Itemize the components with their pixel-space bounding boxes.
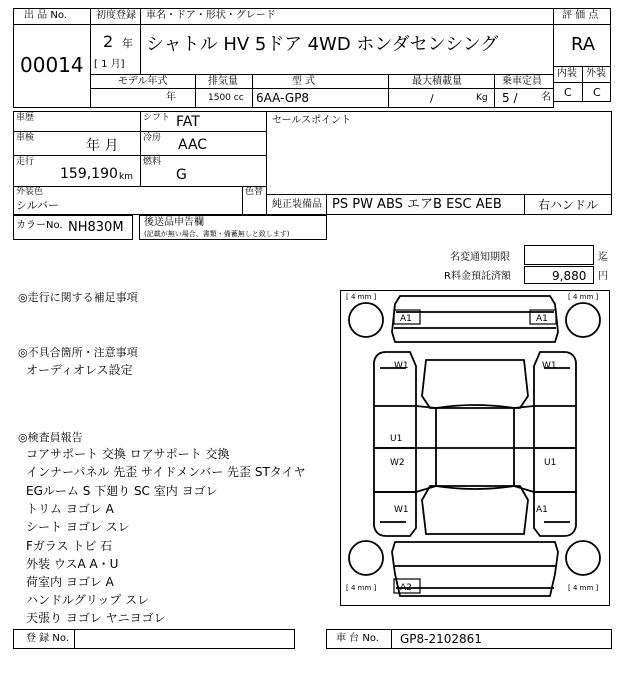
inspector-line: コアサポート 交換 ロアサポート 交換 — [26, 447, 230, 461]
color-no-label: カラーNo. — [16, 220, 63, 231]
max-load-value: / — [430, 92, 434, 105]
lot-number: 00014 — [20, 53, 84, 77]
equipment-value: PS PW ABS エアB ESC AEB — [332, 197, 502, 212]
running-heading: ◎走行に関する補足事項 — [18, 291, 138, 304]
first-reg-year-unit: 年 — [122, 37, 133, 50]
inspector-line: Fガラス トビ 石 — [26, 539, 113, 553]
color-no-value: NH830M — [68, 220, 124, 235]
displacement-value: 1500 cc — [208, 93, 244, 103]
mark-rear-bumper: A2 — [400, 583, 412, 593]
ac-value: AAC — [178, 137, 208, 153]
vehicle-name: シャトル HV 5ドア 4WD ホンダセンシング — [146, 34, 499, 55]
history-label: 車歴 — [16, 113, 35, 123]
mark-front-bumper-left: A1 — [400, 314, 412, 324]
first-reg-year: 2 — [103, 32, 114, 51]
tire-tread-bl: [ 4 mm ] — [346, 584, 377, 592]
mark-front-bumper-right: A1 — [536, 314, 548, 324]
tire-tread-br: [ 4 mm ] — [568, 584, 599, 592]
fuel-label: 燃料 — [143, 157, 162, 167]
inspector-heading: ◎検査員報告 — [18, 431, 83, 444]
name-change-label: 名変通知期限 — [450, 252, 510, 263]
mark-quarter-left: W1 — [394, 505, 409, 515]
mileage-label: 走行 — [16, 157, 35, 167]
mark-quarter-right: A1 — [536, 505, 548, 515]
max-load-unit: Kg — [476, 93, 488, 103]
capacity-unit: 名 — [541, 92, 551, 103]
shift-label: シフト — [143, 113, 171, 123]
rear-left-tire — [349, 541, 383, 575]
inspector-line: 外装 ウスA A・U — [26, 557, 119, 571]
chassis-value: GP8-2102861 — [400, 632, 482, 646]
lot-label: 出 品 No. — [24, 10, 67, 21]
recycle-label: R料金預託済額 — [444, 271, 511, 282]
ext-color-value: シルバー — [16, 199, 59, 212]
capacity-value: 5 / — [502, 91, 518, 105]
car-diagram — [340, 290, 610, 606]
chassis-label: 車 台 No. — [336, 633, 379, 644]
rear-right-tire — [566, 541, 600, 575]
mark-front-door-left: U1 — [390, 434, 403, 444]
mileage-value: 159,190 — [60, 166, 118, 182]
tire-tread-tr: [ 4 mm ] — [568, 293, 599, 301]
reg-no-label: 登 録 No. — [26, 633, 69, 644]
equipment-label: 純正装備品 — [272, 199, 322, 210]
defect-heading: ◎不具合箇所・注意事項 — [18, 346, 138, 359]
mark-rear-door-right: U1 — [544, 458, 557, 468]
front-right-tire — [566, 303, 600, 337]
inspector-line: 荷室内 ヨゴレ A — [26, 575, 114, 589]
mark-rear-door-left: W2 — [390, 458, 405, 468]
exterior-label: 外装 — [586, 68, 606, 79]
inspector-line: トリム ヨゴレ A — [26, 502, 114, 516]
grade-label: 評 価 点 — [562, 10, 599, 21]
front-left-tire — [349, 303, 383, 337]
recycle-value: 9,880 — [552, 269, 587, 283]
interior-grade: C — [564, 86, 572, 99]
name-change-unit: 迄 — [598, 252, 608, 263]
inspector-line: EGルーム S 下廻り SC 室内 ヨゴレ — [26, 484, 218, 498]
displacement-label: 排気量 — [208, 76, 238, 87]
ac-label: 冷房 — [143, 133, 162, 143]
recycle-unit: 円 — [598, 271, 608, 282]
grade-value: RA — [571, 34, 596, 55]
post-doc-note: (記載が無い場合、書類・備蓄無しと致します) — [144, 230, 290, 238]
inspection-label: 車検 — [16, 133, 35, 143]
inspection-value: 年 月 — [86, 138, 119, 154]
inspector-line: 天張り ヨゴレ ヤニヨゴレ — [26, 611, 166, 625]
exterior-grade: C — [593, 86, 601, 99]
handle-value: 右ハンドル — [538, 198, 599, 212]
interior-label: 内装 — [557, 68, 577, 79]
repaint-label: 色替 — [245, 187, 264, 197]
front-top-outline — [392, 296, 558, 342]
shift-value: FAT — [176, 114, 200, 130]
ext-color-label: 外装色 — [16, 187, 44, 197]
tire-tread-tl: [ 4 mm ] — [346, 293, 377, 301]
post-doc-label: 後送品申告欄 — [144, 217, 204, 228]
type-label: 型 式 — [292, 76, 316, 87]
roof-outline — [422, 360, 528, 408]
first-reg-month: [ 1 月] — [94, 59, 125, 70]
mark-fender-left: W1 — [394, 361, 409, 371]
mileage-unit: km — [119, 172, 133, 182]
mark-fender-right: W1 — [542, 361, 557, 371]
defect-line: オーディオレス設定 — [26, 363, 133, 377]
first-reg-label: 初度登録 — [96, 10, 136, 21]
inspector-line: インナーパネル 先歪 サイドメンバー 先歪 STタイヤ — [26, 465, 306, 479]
fuel-value: G — [176, 167, 187, 183]
type-value: 6AA-GP8 — [256, 91, 310, 105]
model-year-label: モデル年式 — [118, 76, 168, 87]
model-year-unit: 年 — [166, 92, 176, 103]
max-load-label: 最大積載量 — [412, 76, 462, 87]
sales-point-label: セールスポイント — [272, 115, 352, 126]
inspector-line: シート ヨゴレ スレ — [26, 520, 130, 534]
capacity-label: 乗車定員 — [502, 76, 542, 87]
inspector-line: ハンドルグリップ スレ — [26, 593, 150, 607]
name-change-field — [524, 245, 594, 265]
vehicle-label: 車名・ドア・形状・グレード — [146, 10, 276, 21]
